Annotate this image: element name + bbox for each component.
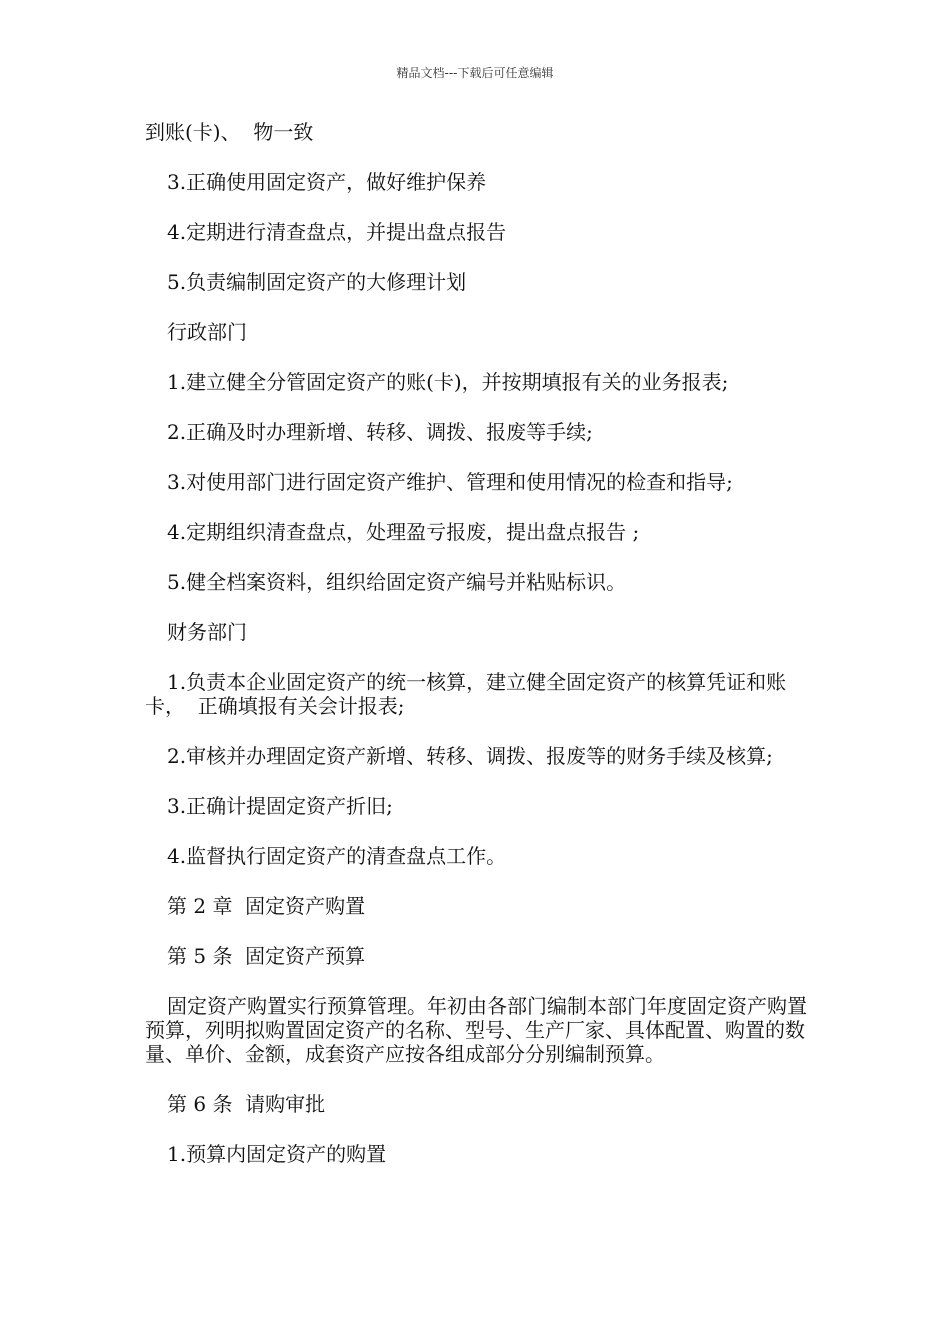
article-heading: 第 5 条 固定资产预算 <box>167 944 366 968</box>
document-body <box>145 120 810 1192</box>
paragraph: 5.健全档案资料，组织给固定资产编号并粘贴标识。 <box>167 570 627 594</box>
paragraph: 3.正确使用固定资产，做好维护保养 <box>167 170 487 194</box>
paragraph: 到账(卡)、 物一致 <box>145 120 314 144</box>
paragraph: 固定资产购置实行预算管理。年初由各部门编制本部门年度固定资产购置预算，列明拟购置固定资产的名称、型号、生产厂家、具体配置、购置的数量、单价、金额，成套资产应按各组成部分分别编制预算。 <box>145 994 807 1066</box>
paragraph: 2.审核并办理固定资产新增、转移、调拨、报废等的财务手续及核算; <box>167 744 773 768</box>
section-heading: 行政部门 <box>167 320 247 344</box>
paragraph: 1.负责本企业固定资产的统一核算，建立健全固定资产的核算凭证和账卡， 正确填报有关会计报表; <box>145 670 787 718</box>
page-header: 精品文档---下载后可任意编辑 <box>396 66 554 80</box>
paragraph: 1.建立健全分管固定资产的账(卡)，并按期填报有关的业务报表; <box>167 370 729 394</box>
paragraph: 3.正确计提固定资产折旧; <box>167 794 393 818</box>
paragraph: 4.监督执行固定资产的清查盘点工作。 <box>167 844 507 868</box>
section-heading: 财务部门 <box>167 620 247 644</box>
chapter-heading: 第 2 章 固定资产购置 <box>167 894 366 918</box>
article-heading: 第 6 条 请购审批 <box>167 1092 326 1116</box>
paragraph: 2.正确及时办理新增、转移、调拨、报废等手续; <box>167 420 593 444</box>
paragraph: 1.预算内固定资产的购置 <box>167 1142 387 1166</box>
paragraph: 3.对使用部门进行固定资产维护、管理和使用情况的检查和指导; <box>167 470 733 494</box>
paragraph: 4.定期进行清查盘点，并提出盘点报告 <box>167 220 507 244</box>
paragraph: 4.定期组织清查盘点，处理盈亏报废，提出盘点报告 ; <box>167 520 640 544</box>
paragraph: 5.负责编制固定资产的大修理计划 <box>167 270 467 294</box>
